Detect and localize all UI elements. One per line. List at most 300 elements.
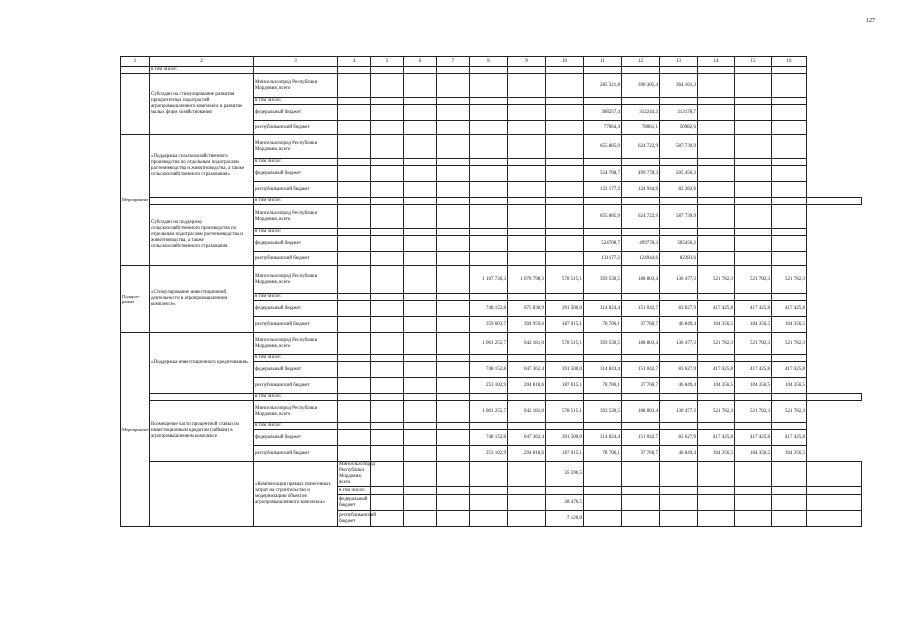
value-cell: 505 456,3 [660, 166, 698, 182]
value-cell [338, 229, 371, 236]
value-cell [470, 135, 508, 159]
value-cell: 130 477,3 [660, 401, 698, 423]
value-cell: 131 177,2 [584, 182, 622, 198]
value-cell: 521 782,3 [735, 266, 772, 294]
value-cell: 104 356,5 [772, 446, 807, 462]
value-cell [508, 236, 546, 252]
value-cell: 505456,3 [660, 236, 698, 252]
header-cell: 15 [735, 57, 772, 67]
value-cell [404, 121, 437, 135]
value-cell [437, 74, 470, 98]
source-label: республиканский бюджет [338, 511, 371, 527]
value-cell [338, 159, 371, 166]
value-cell [470, 166, 508, 182]
incl-label: в том числе: [254, 198, 338, 205]
value-cell [584, 294, 622, 301]
empty-cell [404, 198, 437, 205]
source-label: Минсельхозпрод Республики Мордовия, всего [254, 135, 338, 159]
value-cell: 1 070 798,3 [508, 266, 546, 294]
value-cell [470, 495, 508, 511]
value-cell: 78 706,1 [584, 446, 622, 462]
value-cell: 104 356,5 [698, 446, 735, 462]
empty-cell [338, 198, 371, 205]
value-cell [735, 166, 772, 182]
value-cell: 1 001 255,7 [470, 401, 508, 423]
value-cell [622, 495, 660, 511]
value-cell: 130 477,3 [660, 266, 698, 294]
value-cell [584, 159, 622, 166]
value-cell [698, 236, 735, 252]
value-cell [735, 236, 772, 252]
value-cell [470, 423, 508, 430]
empty-cell [508, 67, 546, 74]
empty-cell [772, 394, 807, 401]
header-cell: 13 [660, 57, 698, 67]
value-cell [772, 236, 807, 252]
value-cell [338, 423, 371, 430]
source-label: в том числе: [338, 487, 371, 495]
row-group-label: Мероприятие [121, 333, 150, 527]
value-cell [371, 446, 404, 462]
value-cell [735, 423, 772, 430]
value-cell [807, 462, 862, 487]
source-label: в том числе: [254, 159, 338, 166]
value-cell [546, 159, 584, 166]
empty-cell [546, 198, 584, 205]
value-cell: 647 362,4 [508, 430, 546, 446]
value-cell: 647 362,4 [508, 362, 546, 378]
value-cell: 151 042,7 [622, 362, 660, 378]
source-label: республиканский бюджет [254, 182, 338, 198]
header-cell: 11 [584, 57, 622, 67]
empty-cell [404, 67, 437, 74]
value-cell: 364 161,3 [660, 74, 698, 98]
value-cell: 82283,6 [660, 252, 698, 266]
value-cell [437, 317, 470, 333]
source-label: республиканский бюджет [254, 317, 338, 333]
value-cell: 587 739,9 [660, 135, 698, 159]
source-label: Минсельхозпрод Республики Мордовия, всего [254, 401, 338, 423]
value-cell [660, 487, 698, 495]
value-cell [584, 511, 622, 527]
source-label: в том числе: [254, 229, 338, 236]
value-cell [371, 236, 404, 252]
value-cell: 417 425,8 [772, 301, 807, 317]
value-cell [338, 266, 371, 294]
value-cell [735, 511, 772, 527]
source-label: республиканский бюджет [254, 252, 338, 266]
source-label: республиканский бюджет [254, 121, 338, 135]
value-cell: 1 107 736,3 [470, 266, 508, 294]
value-cell [546, 105, 584, 121]
source-label: в том числе: [254, 98, 338, 105]
value-cell: 417 425,8 [735, 430, 772, 446]
value-cell [437, 205, 470, 229]
source-label: в том числе: [254, 423, 338, 430]
value-cell [698, 423, 735, 430]
value-cell [371, 121, 404, 135]
source-label: Минсельхозпрод Республики Мордовия, всего [254, 205, 338, 229]
value-cell [470, 294, 508, 301]
value-cell [584, 487, 622, 495]
empty-cell [338, 394, 371, 401]
value-cell: 83 627,9 [660, 362, 698, 378]
empty-cell [584, 198, 622, 205]
empty-cell [371, 394, 404, 401]
value-cell [470, 229, 508, 236]
value-cell [437, 355, 470, 362]
value-cell [404, 229, 437, 236]
header-cell: 14 [698, 57, 735, 67]
value-cell [698, 495, 735, 511]
value-cell [735, 74, 772, 98]
value-cell: 314 824,4 [584, 301, 622, 317]
value-cell: 624 722,9 [622, 205, 660, 229]
value-cell: 28 476,5 [546, 495, 584, 511]
value-cell [546, 229, 584, 236]
value-cell [772, 166, 807, 182]
value-cell [508, 166, 546, 182]
value-cell [437, 166, 470, 182]
value-cell [404, 74, 437, 98]
value-cell: 46 849,4 [660, 378, 698, 394]
empty-cell [660, 67, 698, 74]
value-cell [546, 252, 584, 266]
value-cell [735, 252, 772, 266]
value-cell [338, 105, 371, 121]
value-cell [404, 252, 437, 266]
source-label: Минсельхозпрод Республики Мордовия, всего [254, 266, 338, 294]
value-cell [772, 252, 807, 266]
value-cell [338, 401, 371, 423]
value-cell [735, 462, 772, 487]
value-cell: 188 803,4 [622, 401, 660, 423]
value-cell: 37 760,7 [622, 446, 660, 462]
value-cell: 313178,7 [660, 105, 698, 121]
value-cell [508, 252, 546, 266]
value-cell [437, 401, 470, 423]
source-label: в том числе: [254, 355, 338, 362]
value-cell: 521 782,3 [698, 401, 735, 423]
value-cell [404, 511, 437, 527]
value-cell: 521 782,3 [698, 266, 735, 294]
value-cell [584, 495, 622, 511]
value-cell [735, 294, 772, 301]
value-cell: 83 627,9 [660, 301, 698, 317]
value-cell [622, 462, 660, 487]
value-cell [338, 430, 371, 446]
value-cell [546, 121, 584, 135]
row-group-label [121, 74, 150, 135]
value-cell [437, 105, 470, 121]
empty-cell [437, 67, 470, 74]
value-cell [807, 487, 862, 495]
value-cell [546, 135, 584, 159]
empty-cell [584, 394, 622, 401]
value-cell [404, 166, 437, 182]
value-cell [338, 252, 371, 266]
value-cell [698, 98, 735, 105]
value-cell [735, 121, 772, 135]
header-cell: 4 [338, 57, 371, 67]
value-cell: 35 596,5 [546, 462, 584, 487]
empty-cell [698, 394, 735, 401]
value-cell: 655 885,9 [584, 205, 622, 229]
value-cell: 104 356,5 [735, 317, 772, 333]
value-cell: 391 500,0 [546, 362, 584, 378]
table-row [121, 135, 862, 159]
header-cell: 1 [121, 57, 150, 67]
value-cell [735, 487, 772, 495]
value-cell [698, 135, 735, 159]
value-cell [584, 462, 622, 487]
value-cell [772, 487, 807, 495]
value-cell [508, 487, 546, 495]
header-cell: 9 [508, 57, 546, 67]
value-cell [698, 74, 735, 98]
value-cell: 78061,1 [622, 121, 660, 135]
value-cell: 124944,6 [622, 252, 660, 266]
value-cell [772, 182, 807, 198]
value-cell [508, 294, 546, 301]
value-cell [470, 355, 508, 362]
value-cell [437, 378, 470, 394]
value-cell [437, 135, 470, 159]
empty-cell [121, 67, 150, 74]
value-cell [546, 74, 584, 98]
empty-cell [772, 67, 807, 74]
value-cell: 294 818,6 [508, 378, 546, 394]
value-cell [470, 98, 508, 105]
value-cell [404, 266, 437, 294]
row-group-label: Подпрог-рамма [121, 266, 150, 333]
header-cell: 12 [622, 57, 660, 67]
value-cell [470, 236, 508, 252]
empty-cell [735, 67, 772, 74]
value-cell [404, 135, 437, 159]
incl-label: в том числе: [150, 67, 254, 74]
value-cell [508, 74, 546, 98]
value-cell [622, 294, 660, 301]
value-cell: 7 120,0 [546, 511, 584, 527]
value-cell: 675 838,9 [508, 301, 546, 317]
value-cell: 578 515,1 [546, 333, 584, 355]
value-cell: 104 356,5 [698, 317, 735, 333]
value-cell [546, 182, 584, 198]
value-cell [470, 252, 508, 266]
empty-cell [584, 67, 622, 74]
value-cell: 391 500,0 [546, 430, 584, 446]
empty-cell [371, 198, 404, 205]
value-cell [338, 205, 371, 229]
value-cell [772, 135, 807, 159]
value-cell [735, 135, 772, 159]
value-cell [437, 266, 470, 294]
value-cell: 624 722,9 [622, 135, 660, 159]
value-cell: 50982,6 [660, 121, 698, 135]
value-cell: 37 760,7 [622, 317, 660, 333]
empty-cell [735, 198, 772, 205]
table-row [121, 266, 862, 294]
value-cell [371, 430, 404, 446]
section-name: «Поддержка сельскохозяйственного производства по отдельным подотраслям растениеводства и животноводства, а также сельскохозяйственного страхования» [150, 135, 254, 198]
value-cell [371, 105, 404, 121]
value-cell: 417 425,8 [698, 430, 735, 446]
value-cell [735, 355, 772, 362]
empty-cell [150, 198, 254, 205]
empty-cell [437, 394, 470, 401]
value-cell [622, 487, 660, 495]
empty-cell [338, 67, 371, 74]
value-cell [404, 98, 437, 105]
table-header-row [121, 57, 862, 67]
value-cell [508, 423, 546, 430]
value-cell [698, 294, 735, 301]
value-cell [735, 205, 772, 229]
value-cell [735, 105, 772, 121]
value-cell [698, 355, 735, 362]
value-cell: 314 824,4 [584, 430, 622, 446]
table-row [121, 74, 862, 98]
value-cell [698, 205, 735, 229]
value-cell [338, 121, 371, 135]
empty-cell [508, 198, 546, 205]
source-label: Минсельхозпрод Республики Мордовия, всего [254, 333, 338, 355]
value-cell [772, 205, 807, 229]
value-cell [404, 462, 437, 487]
value-cell: 131177,2 [584, 252, 622, 266]
value-cell [735, 98, 772, 105]
value-cell: 942 181,0 [508, 401, 546, 423]
value-cell [437, 236, 470, 252]
value-cell [437, 121, 470, 135]
value-cell: 187 015,1 [546, 446, 584, 462]
value-cell: 578 515,1 [546, 266, 584, 294]
source-label: федеральный бюджет [254, 301, 338, 317]
value-cell [772, 423, 807, 430]
value-cell: 393 530,5 [584, 266, 622, 294]
empty-cell [622, 394, 660, 401]
value-cell [437, 159, 470, 166]
value-cell [622, 423, 660, 430]
value-cell [772, 294, 807, 301]
value-cell: 394 959,6 [508, 317, 546, 333]
value-cell [338, 446, 371, 462]
value-cell: 104 356,5 [735, 446, 772, 462]
value-cell [772, 462, 807, 487]
value-cell [437, 301, 470, 317]
value-cell [508, 182, 546, 198]
value-cell [772, 355, 807, 362]
value-cell: 417 425,8 [698, 362, 735, 378]
section-name: «Стимулирование инвестиционной деятельности в агропромышленном комплексе» [150, 266, 254, 333]
value-cell [470, 462, 508, 487]
value-cell: 253 102,9 [470, 446, 508, 462]
header-cell: 7 [437, 57, 470, 67]
row-group-label: Мероприятие [121, 135, 150, 266]
value-cell [660, 511, 698, 527]
value-cell [371, 182, 404, 198]
value-cell [660, 294, 698, 301]
value-cell: 521 782,3 [698, 333, 735, 355]
value-cell [772, 74, 807, 98]
empty-cell [698, 67, 735, 74]
header-cell: 2 [150, 57, 254, 67]
value-cell [338, 294, 371, 301]
value-cell [772, 121, 807, 135]
empty-cell [772, 198, 807, 205]
value-cell [371, 205, 404, 229]
value-cell: 393 530,5 [584, 401, 622, 423]
value-cell [437, 423, 470, 430]
header-cell: 10 [546, 57, 584, 67]
value-cell [404, 355, 437, 362]
value-cell [404, 423, 437, 430]
value-cell [660, 98, 698, 105]
value-cell: 1 001 255,7 [470, 333, 508, 355]
value-cell [371, 229, 404, 236]
value-cell [338, 333, 371, 355]
value-cell [338, 98, 371, 105]
empty-cell [807, 394, 862, 401]
value-cell [698, 166, 735, 182]
value-cell: 417 425,8 [735, 362, 772, 378]
value-cell: 314 824,4 [584, 362, 622, 378]
value-cell [546, 236, 584, 252]
value-cell: 312244,3 [622, 105, 660, 121]
value-cell [371, 362, 404, 378]
value-cell: 187 015,1 [546, 317, 584, 333]
empty-cell [622, 198, 660, 205]
value-cell [470, 205, 508, 229]
value-cell [371, 294, 404, 301]
value-cell: 521 782,3 [735, 401, 772, 423]
value-cell [698, 182, 735, 198]
value-cell [508, 462, 546, 487]
empty-cell [698, 198, 735, 205]
value-cell: 393 530,5 [584, 333, 622, 355]
value-cell: 391 500,0 [546, 301, 584, 317]
page-number: 127 [866, 18, 875, 24]
source-label: федеральный бюджет [254, 236, 338, 252]
value-cell: 748 152,8 [470, 301, 508, 317]
value-cell [437, 462, 470, 487]
section-name: «Компенсация прямых понесенных затрат на строительство и модернизацию объектов агропромышленного комплекса» [254, 462, 338, 527]
value-cell [470, 74, 508, 98]
empty-cell [622, 67, 660, 74]
value-cell [404, 294, 437, 301]
value-cell [622, 511, 660, 527]
value-cell: 104 356,5 [698, 378, 735, 394]
value-cell: 124 944,6 [622, 182, 660, 198]
value-cell [470, 105, 508, 121]
value-cell [437, 511, 470, 527]
value-cell [660, 462, 698, 487]
value-cell [371, 317, 404, 333]
value-cell [404, 317, 437, 333]
value-cell [338, 301, 371, 317]
value-cell [371, 487, 404, 495]
value-cell [338, 182, 371, 198]
value-cell [807, 495, 862, 511]
value-cell [698, 229, 735, 236]
value-cell [546, 487, 584, 495]
value-cell [622, 159, 660, 166]
value-cell [470, 511, 508, 527]
value-cell: 748 152,8 [470, 430, 508, 446]
source-label: федеральный бюджет [254, 166, 338, 182]
empty-cell [660, 394, 698, 401]
